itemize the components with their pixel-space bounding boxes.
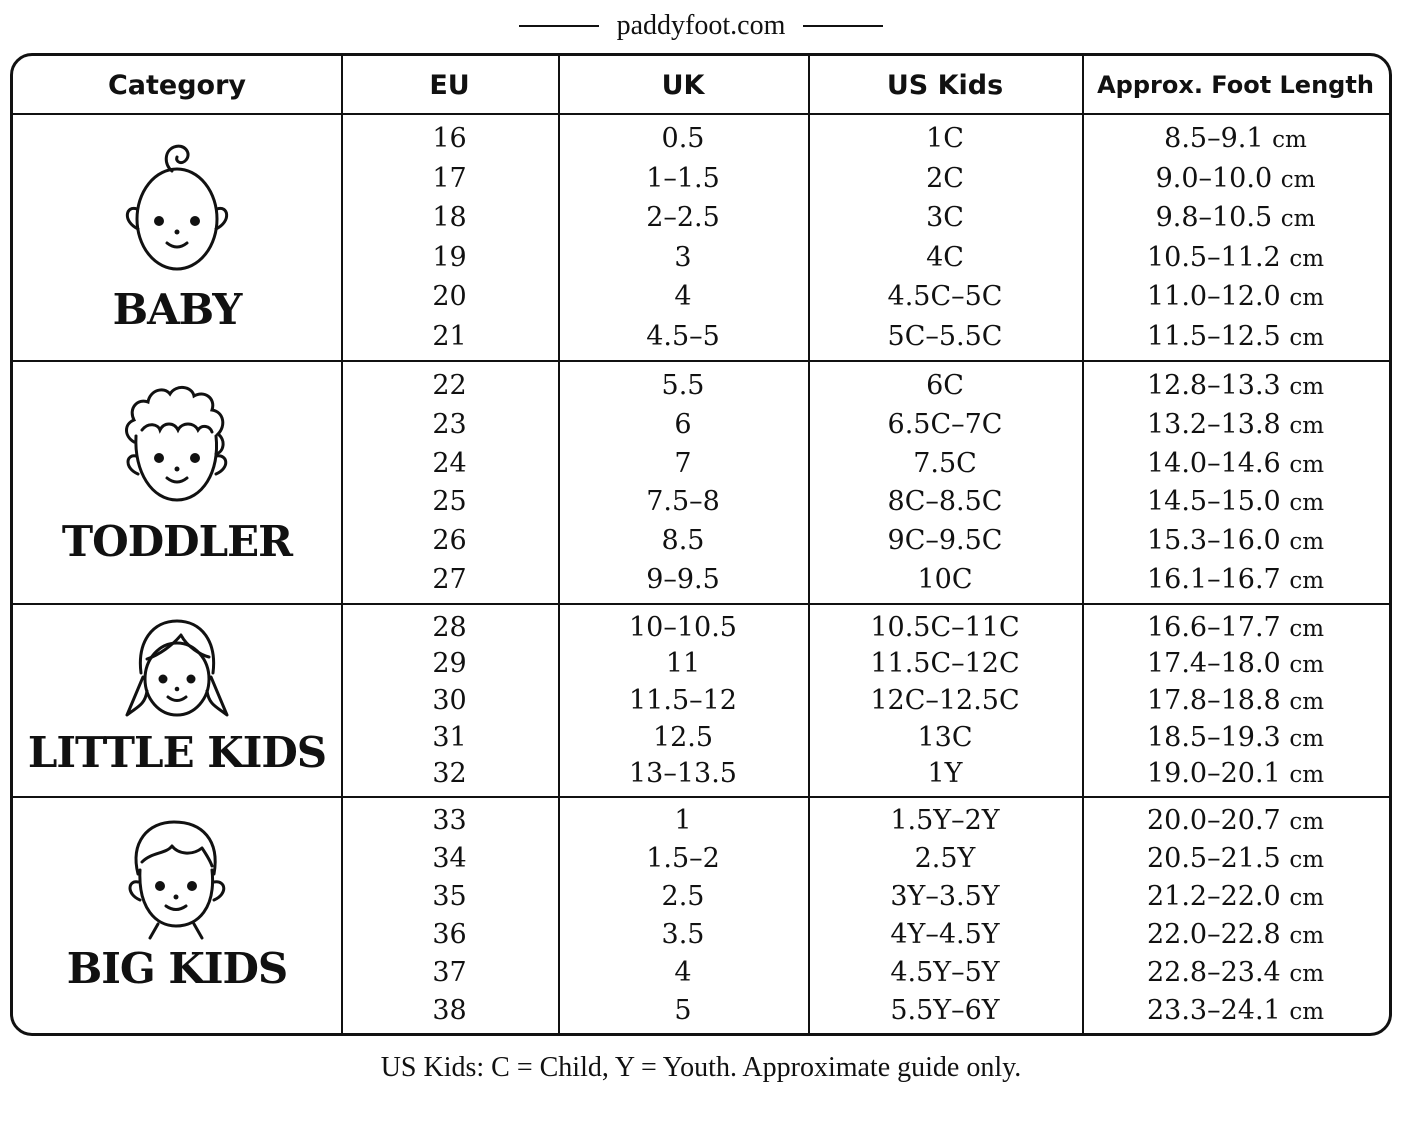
table-row [341,916,1389,952]
uk-size: 4 [674,281,692,313]
table-row [341,406,1389,442]
foot-length-value: 9.0–10.0 [1155,162,1273,194]
column-header-uk: UK [661,69,705,101]
foot-length-unit: cm [1289,412,1325,439]
us-kids-size: 9C–9.5C [887,525,1003,557]
foot-length [1082,612,1389,643]
foot-length-value: 18.5–19.3 [1146,721,1281,753]
uk-size: 5.5 [661,369,705,401]
us-kids-size: 4C [926,241,964,273]
uk-size: 2.5 [661,881,705,913]
us-kids-size: 6C [926,369,964,401]
foot-length [1082,448,1389,479]
category-cell [13,115,341,360]
toddler-rows [341,366,1389,599]
foot-length-unit: cm [1289,762,1325,789]
us-kids-size: 13C [917,721,973,753]
foot-length [1082,242,1389,273]
uk-size: 11 [665,648,701,680]
us-kids-size: 10C [917,564,973,596]
foot-length-value: 21.2–22.0 [1146,881,1281,913]
foot-length [1082,995,1389,1026]
uk-size: 6 [674,408,692,440]
category-label: LITTLE KIDS [27,728,327,777]
foot-length-unit: cm [1289,451,1325,478]
table-row [341,992,1389,1028]
eu-size: 26 [432,525,467,557]
eu-size: 17 [432,162,467,194]
eu-size: 22 [432,369,467,401]
section-little-kids [13,605,1389,796]
foot-length [1082,370,1389,401]
eu-size: 34 [432,843,467,875]
little-kid-face-icon [117,611,237,723]
table-row [341,756,1389,792]
foot-length-unit: cm [1289,652,1325,679]
us-kids-size: 3Y–3.5Y [890,881,1000,913]
us-kids-size: 11.5C–12C [870,648,1020,680]
header-rule-right [803,25,883,27]
foot-length-unit: cm [1289,809,1325,836]
uk-size: 5 [674,994,692,1026]
toddler-face-icon [112,372,242,512]
site-name: paddyfoot.com [616,10,786,41]
category-cell [13,605,341,796]
foot-length-value: 23.3–24.1 [1146,994,1281,1026]
foot-length [1082,957,1389,988]
table-row [341,239,1389,275]
foot-length [1082,564,1389,595]
foot-length-unit: cm [1289,615,1325,642]
column-header-foot-length: Approx. Foot Length [1097,71,1374,99]
foot-length [1082,123,1389,154]
foot-length-value: 19.0–20.1 [1146,758,1281,790]
foot-length [1082,321,1389,352]
foot-length [1082,722,1389,753]
eu-size: 28 [432,611,467,643]
foot-length-value: 14.5–15.0 [1146,486,1281,518]
uk-size: 8.5 [661,525,705,557]
uk-size: 13–13.5 [629,758,737,790]
uk-size: 7.5–8 [646,486,720,518]
us-kids-size: 5.5Y–6Y [890,994,1000,1026]
table-row [341,841,1389,877]
foot-length-unit: cm [1280,166,1316,193]
us-kids-size: 3C [926,202,964,234]
foot-length-value: 13.2–13.8 [1146,408,1281,440]
big-kids-rows [341,802,1389,1029]
foot-length-value: 22.0–22.8 [1146,918,1281,950]
us-kids-size: 4.5Y–5Y [890,956,1000,988]
little-kids-rows [341,609,1389,792]
foot-length [1082,881,1389,912]
foot-length-value: 10.5–11.2 [1146,241,1281,273]
baby-face-icon [112,137,242,277]
header-rule-left [519,25,599,27]
table-row [341,160,1389,196]
eu-size: 32 [432,758,467,790]
eu-size: 24 [432,447,467,479]
foot-length-value: 15.3–16.0 [1146,525,1281,557]
foot-length [1082,648,1389,679]
eu-size: 35 [432,881,467,913]
uk-size: 12.5 [652,721,714,753]
eu-size: 31 [432,721,467,753]
section-toddler [13,362,1389,603]
uk-size: 4.5–5 [646,320,720,352]
eu-size: 29 [432,648,467,680]
foot-length [1082,758,1389,789]
uk-size: 11.5–12 [629,684,737,716]
table-row [341,646,1389,682]
foot-length-unit: cm [1280,206,1316,233]
table-row [341,682,1389,718]
footnote: US Kids: C = Child, Y = Youth. Approximate guide only. [380,1052,1022,1083]
foot-length-value: 9.8–10.5 [1155,202,1273,234]
table-row [341,609,1389,645]
foot-length [1082,409,1389,440]
eu-size: 33 [432,805,467,837]
foot-length-unit: cm [1289,324,1325,351]
column-header-us-kids: US Kids [886,69,1004,101]
us-kids-size: 1.5Y–2Y [890,805,1000,837]
uk-size: 3 [674,241,692,273]
foot-length [1082,919,1389,950]
uk-size: 9–9.5 [646,564,720,596]
eu-size: 23 [432,408,467,440]
us-kids-size: 10.5C–11C [870,611,1020,643]
uk-size: 1 [674,805,692,837]
foot-length [1082,163,1389,194]
foot-length [1082,202,1389,233]
foot-length-unit: cm [1289,568,1325,595]
us-kids-size: 5C–5.5C [887,320,1003,352]
us-kids-size: 2C [926,162,964,194]
us-kids-size: 12C–12.5C [870,684,1020,716]
foot-length-unit: cm [1289,847,1325,874]
foot-length-value: 16.1–16.7 [1146,564,1281,596]
table-row [341,200,1389,236]
eu-size: 37 [432,956,467,988]
category-cell [13,362,341,603]
foot-length-unit: cm [1289,490,1325,517]
column-header-eu: EU [429,69,470,101]
foot-length [1082,843,1389,874]
foot-length [1082,685,1389,716]
eu-size: 38 [432,994,467,1026]
foot-length-value: 17.4–18.0 [1146,648,1281,680]
category-label: BIG KIDS [66,944,288,993]
foot-length-value: 20.5–21.5 [1146,843,1281,875]
foot-length-unit: cm [1289,998,1325,1025]
uk-size: 1.5–2 [646,843,720,875]
foot-length-value: 11.5–12.5 [1146,320,1281,352]
foot-length-unit: cm [1289,725,1325,752]
uk-size: 4 [674,956,692,988]
us-kids-size: 8C–8.5C [887,486,1003,518]
foot-length [1082,805,1389,836]
foot-length-unit: cm [1289,373,1325,400]
us-kids-size: 7.5C [913,447,977,479]
site-header [0,6,1402,46]
foot-length-unit: cm [1289,688,1325,715]
table-row [341,445,1389,481]
foot-length [1082,525,1389,556]
table-row [341,879,1389,915]
foot-length-value: 8.5–9.1 [1164,123,1264,155]
uk-size: 1–1.5 [646,162,720,194]
column-header-category: Category [107,69,247,101]
category-label: BABY [112,285,242,334]
uk-size: 3.5 [661,918,705,950]
foot-length [1082,486,1389,517]
us-kids-size: 1C [926,123,964,155]
table-row [341,954,1389,990]
table-row [341,484,1389,520]
us-kids-size: 1Y [927,758,963,790]
table-row [341,279,1389,315]
eu-size: 19 [432,241,467,273]
us-kids-size: 6.5C–7C [887,408,1003,440]
foot-length-unit: cm [1289,922,1325,949]
table-row [341,367,1389,403]
uk-size: 0.5 [661,123,705,155]
eu-size: 36 [432,918,467,950]
table-row [341,121,1389,157]
section-big-kids [13,798,1389,1033]
eu-size: 25 [432,486,467,518]
us-kids-size: 4Y–4.5Y [890,918,1000,950]
eu-size: 18 [432,202,467,234]
uk-size: 7 [674,447,692,479]
uk-size: 10–10.5 [629,611,737,643]
foot-length-value: 17.8–18.8 [1146,684,1281,716]
category-cell [13,798,341,1033]
eu-size: 16 [432,123,467,155]
table-row [341,719,1389,755]
eu-size: 20 [432,281,467,313]
us-kids-size: 2.5Y [914,843,976,875]
eu-size: 27 [432,564,467,596]
foot-length-unit: cm [1272,127,1307,154]
uk-size: 2–2.5 [646,202,720,234]
table-row [341,803,1389,839]
table-row [341,562,1389,598]
big-kid-face-icon [112,812,242,942]
table-row [341,318,1389,354]
eu-size: 21 [432,320,467,352]
size-chart-table [10,53,1392,1036]
foot-length-unit: cm [1289,529,1325,556]
eu-size: 30 [432,684,467,716]
us-kids-size: 4.5C–5C [887,281,1003,313]
foot-length-value: 22.8–23.4 [1146,956,1281,988]
foot-length-unit: cm [1289,245,1325,272]
foot-length-unit: cm [1289,960,1325,987]
foot-length-unit: cm [1289,885,1325,912]
table-row [341,523,1389,559]
baby-rows [341,119,1389,356]
foot-length-value: 14.0–14.6 [1146,447,1281,479]
foot-length-value: 12.8–13.3 [1146,369,1281,401]
foot-length-unit: cm [1289,285,1325,312]
category-label: TODDLER [61,517,293,566]
section-baby [13,115,1389,360]
foot-length [1082,281,1389,312]
foot-length-value: 20.0–20.7 [1146,805,1281,837]
foot-length-value: 16.6–17.7 [1146,611,1281,643]
foot-length-value: 11.0–12.0 [1146,281,1281,313]
